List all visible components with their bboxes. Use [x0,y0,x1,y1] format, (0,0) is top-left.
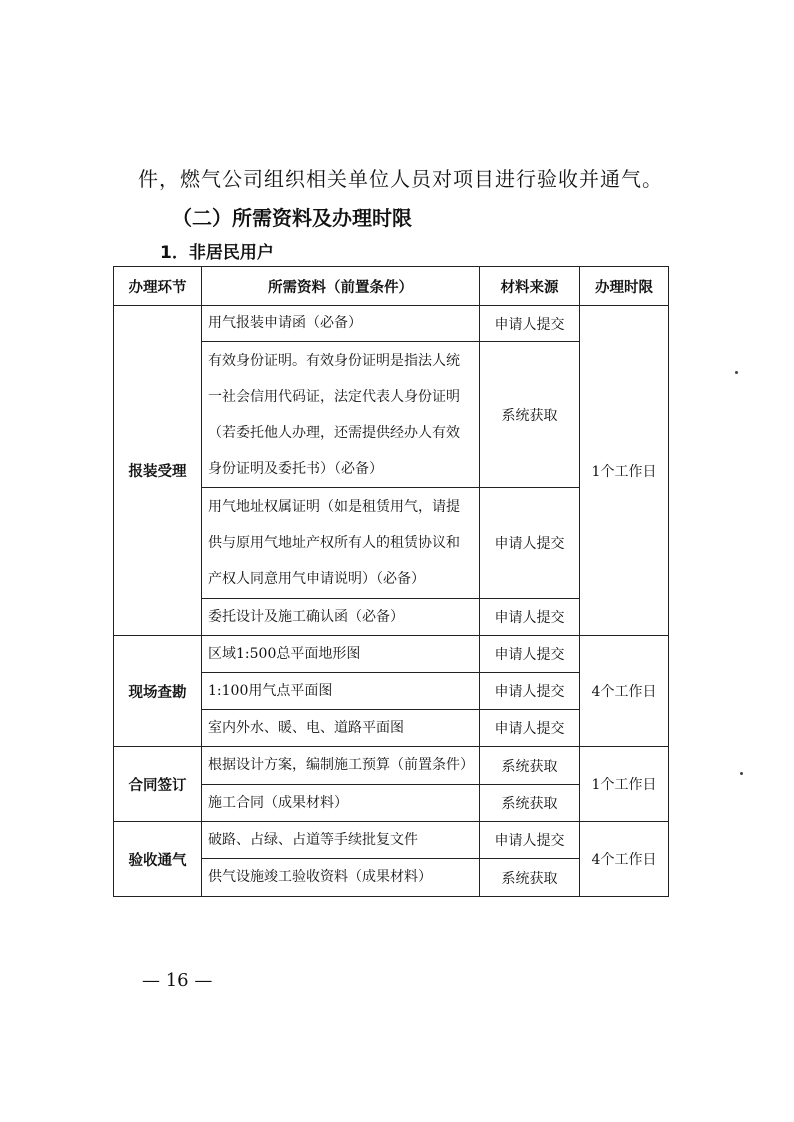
source-cell: 申请人提交 [480,822,580,859]
header-time-limit: 办理时限 [580,267,669,306]
material-cell: 区域1:500总平面地形图 [202,636,480,673]
table-row [114,636,669,673]
sub-heading: 1．非居民用户 [160,243,274,263]
scan-speck [735,371,738,374]
page-number: — 16 — [142,970,213,991]
material-cell: 施工合同（成果材料） [202,785,480,822]
table-row [114,822,669,859]
header-source: 材料来源 [480,267,580,306]
source-cell: 系统获取 [480,859,580,897]
table-row [114,747,669,785]
header-materials: 所需资料（前置条件） [202,267,480,306]
material-cell: 根据设计方案，编制施工预算（前置条件） [202,747,480,785]
stage-cell: 合同签订 [114,747,202,822]
material-cell: 室内外水、暖、电、道路平面图 [202,710,480,747]
source-cell: 系统获取 [480,785,580,822]
material-cell: 用气报装申请函（必备） [202,306,480,342]
stage-cell: 报装受理 [114,306,202,636]
material-cell: 破路、占绿、占道等手续批复文件 [202,822,480,859]
time-limit-cell: 1个工作日 [580,306,669,636]
section-heading: （二）所需资料及办理时限 [172,206,412,230]
material-cell: 委托设计及施工确认函（必备） [202,599,480,636]
source-cell: 申请人提交 [480,710,580,747]
source-cell: 系统获取 [480,342,580,488]
time-limit-cell: 4个工作日 [580,636,669,747]
table-row [114,306,669,342]
body-paragraph: 件，燃气公司组织相关单位人员对项目进行验收并通气。 [138,167,663,191]
material-cell: 有效身份证明。有效身份证明是指法人统一社会信用代码证，法定代表人身份证明（若委托他人办理，还需提供经办人有效身份证明及委托书）（必备） [202,342,480,488]
material-cell: 1:100用气点平面图 [202,673,480,710]
source-cell: 申请人提交 [480,488,580,599]
time-limit-cell: 4个工作日 [580,822,669,897]
stage-cell: 现场查勘 [114,636,202,747]
source-cell: 申请人提交 [480,636,580,673]
requirements-table [113,266,669,897]
source-cell: 申请人提交 [480,599,580,636]
source-cell: 系统获取 [480,747,580,785]
header-stage: 办理环节 [114,267,202,306]
source-cell: 申请人提交 [480,673,580,710]
source-cell: 申请人提交 [480,306,580,342]
material-cell: 供气设施竣工验收资料（成果材料） [202,859,480,897]
scan-speck [740,772,743,775]
material-cell: 用气地址权属证明（如是租赁用气，请提供与原用气地址产权所有人的租赁协议和产权人同意用气申请说明）（必备） [202,488,480,599]
stage-cell: 验收通气 [114,822,202,897]
table-header-row [114,267,669,306]
time-limit-cell: 1个工作日 [580,747,669,822]
